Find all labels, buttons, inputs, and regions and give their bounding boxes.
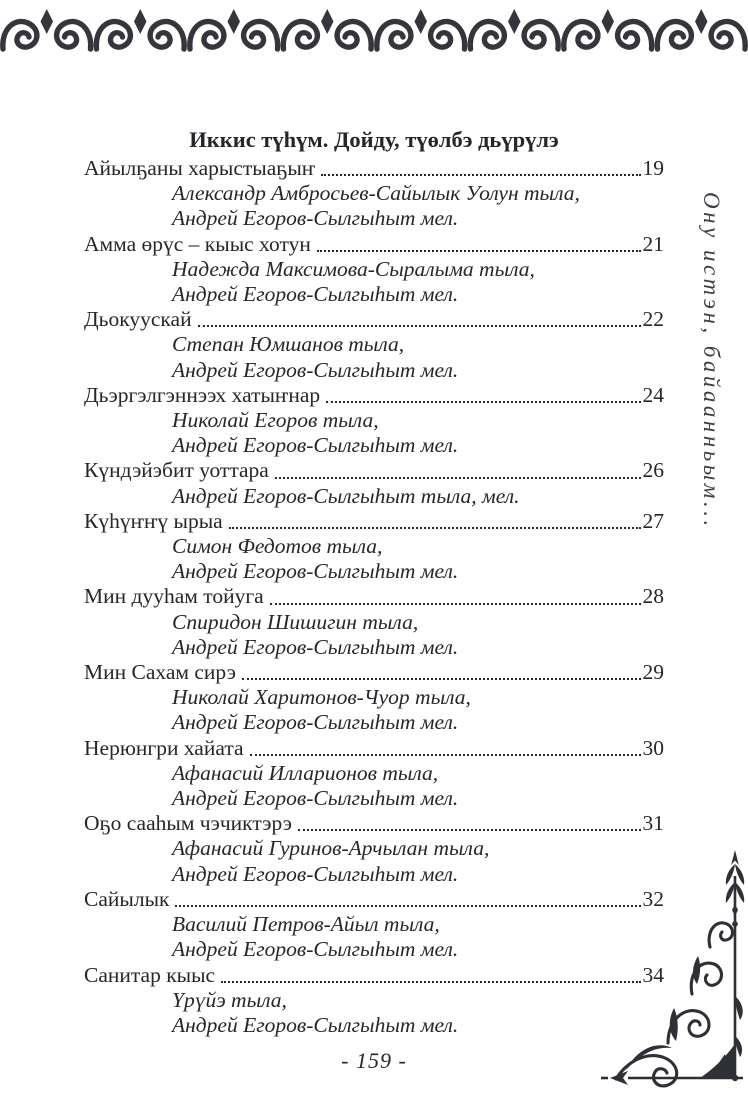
toc-credit-line: Андрей Егоров-Сылгыһыт мел. (172, 710, 459, 735)
toc-page-number: 28 (642, 584, 664, 609)
toc-entry (84, 383, 664, 459)
toc-credits (84, 408, 664, 458)
dot-leader (298, 829, 641, 831)
toc-page-number: 34 (642, 962, 664, 987)
toc-title-line (84, 232, 664, 257)
dot-leader (321, 174, 640, 176)
toc-credits (84, 534, 664, 584)
toc-entry (84, 458, 664, 508)
toc-credits (84, 912, 664, 962)
toc-entry (84, 509, 664, 585)
toc-entry (84, 156, 664, 232)
toc-credit-line: Спиридон Шишигин тыла, (172, 609, 419, 634)
toc-credit-line: Афанасий Гуринов-Арчылан тыла, (172, 836, 490, 861)
toc-title: Күһүҥҥү ырыа (84, 508, 223, 533)
toc-credit-line: Андрей Егоров-Сылгыһыт мел. (172, 786, 459, 811)
toc-title: Күндэйэбит уоттара (84, 458, 269, 483)
toc-title-line (84, 307, 664, 332)
toc-credit-line: Үрүйэ тыла, (172, 987, 287, 1012)
toc-credit-line: Василий Петров-Айыл тыла, (172, 912, 440, 937)
toc-credits (84, 257, 664, 307)
toc-credit-line: Николай Егоров тыла, (172, 408, 379, 433)
toc-credit-line: Андрей Егоров-Сылгыһыт мел. (172, 1012, 459, 1037)
toc-title: Айылҕаны харыстыаҕыҥ (84, 156, 316, 180)
toc-page-number: 30 (642, 735, 664, 760)
toc-title-line (84, 584, 664, 609)
toc-entry (84, 736, 664, 812)
dot-leader (317, 250, 641, 252)
page-number: - 159 - (341, 1048, 407, 1073)
toc-title: Оҕо сааһым чэчиктэрэ (84, 811, 292, 836)
toc-credits (84, 988, 664, 1038)
dot-leader (275, 477, 641, 479)
dot-leader (175, 905, 640, 907)
toc-section (84, 126, 664, 1038)
toc-entry (84, 232, 664, 308)
toc-credit-line: Андрей Егоров-Сылгыһыт мел. (172, 861, 459, 886)
toc-credits (84, 484, 664, 509)
toc-title-line (84, 156, 664, 181)
toc-page-number: 22 (642, 307, 664, 332)
toc-title-line (84, 383, 664, 408)
toc-credits (84, 761, 664, 811)
dot-leader (326, 401, 640, 403)
toc-credit-line: Андрей Егоров-Сылгыһыт мел. (172, 559, 459, 584)
scroll-frieze-ornament (0, 7, 748, 59)
toc-title: Сайылык (84, 886, 170, 911)
toc-title-line (84, 963, 664, 988)
toc-list (84, 156, 664, 1038)
toc-title: Мин дууһам тойуга (84, 584, 264, 609)
toc-title-line (84, 458, 664, 483)
toc-title: Дьокуускай (84, 307, 192, 332)
toc-credit-line: Андрей Егоров-Сылгыһыт мел. (172, 357, 459, 382)
dot-leader (229, 527, 641, 529)
toc-credits (84, 836, 664, 886)
toc-entry (84, 307, 664, 383)
dot-leader (242, 678, 641, 680)
toc-page-number: 19 (642, 156, 664, 180)
toc-entry (84, 584, 664, 660)
toc-entry (84, 811, 664, 887)
toc-credits (84, 685, 664, 735)
toc-credit-line: Надежда Максимова-Сыралыма тыла, (172, 256, 535, 281)
dot-leader (270, 603, 641, 605)
toc-credit-line: Степан Юмшанов тыла, (172, 332, 405, 357)
toc-page-number: 27 (642, 508, 664, 533)
toc-page-number: 24 (642, 382, 664, 407)
toc-page-number: 26 (642, 458, 664, 483)
toc-title: Санитар кыыс (84, 962, 216, 987)
toc-credit-line: Андрей Егоров-Сылгыһыт мел. (172, 634, 459, 659)
toc-credit-line: Андрей Егоров-Сылгыһыт мел. (172, 937, 459, 962)
toc-title-line (84, 736, 664, 761)
toc-page-number: 21 (642, 231, 664, 256)
dot-leader (221, 981, 640, 983)
toc-credit-line: Андрей Егоров-Сылгыһыт мел. (172, 206, 459, 231)
toc-title-line (84, 811, 664, 836)
toc-credits (84, 181, 664, 231)
toc-entry (84, 963, 664, 1039)
toc-title: Дьэргэлгэннээх хатыҥнар (84, 382, 321, 407)
toc-credits (84, 332, 664, 382)
toc-title: Амма өрүс – кыыс хотун (84, 231, 311, 256)
dot-leader (250, 754, 641, 756)
toc-page-number: 29 (642, 660, 664, 685)
toc-title-line (84, 660, 664, 685)
toc-credit-line: Николай Харитонов-Чуор тыла, (172, 685, 471, 710)
toc-credit-line: Симон Федотов тыла, (172, 534, 383, 559)
toc-page-number: 31 (642, 811, 664, 836)
toc-credit-line: Андрей Егоров-Сылгыһыт мел. (172, 282, 459, 307)
toc-title-line (84, 509, 664, 534)
toc-credit-line: Александр Амбросьев-Сайылык Уолун тыла, (172, 181, 580, 206)
side-running-title: Ону истэн, байаанньым... (699, 192, 724, 530)
toc-credit-line: Андрей Егоров-Сылгыһыт тыла, мел. (172, 483, 520, 508)
toc-entry (84, 887, 664, 963)
toc-title: Мин Сахам сирэ (84, 660, 236, 685)
toc-title: Нерюнгри хайата (84, 735, 244, 760)
toc-credit-line: Афанасий Илларионов тыла, (172, 760, 439, 785)
toc-title-line (84, 887, 664, 912)
toc-credits (84, 610, 664, 660)
section-heading: Иккис түһүм. Дойду, түөлбэ дьүрүлэ (189, 127, 559, 152)
toc-page-number: 32 (642, 886, 664, 911)
toc-entry (84, 660, 664, 736)
toc-credit-line: Андрей Егоров-Сылгыһыт мел. (172, 433, 459, 458)
dot-leader (198, 325, 641, 327)
